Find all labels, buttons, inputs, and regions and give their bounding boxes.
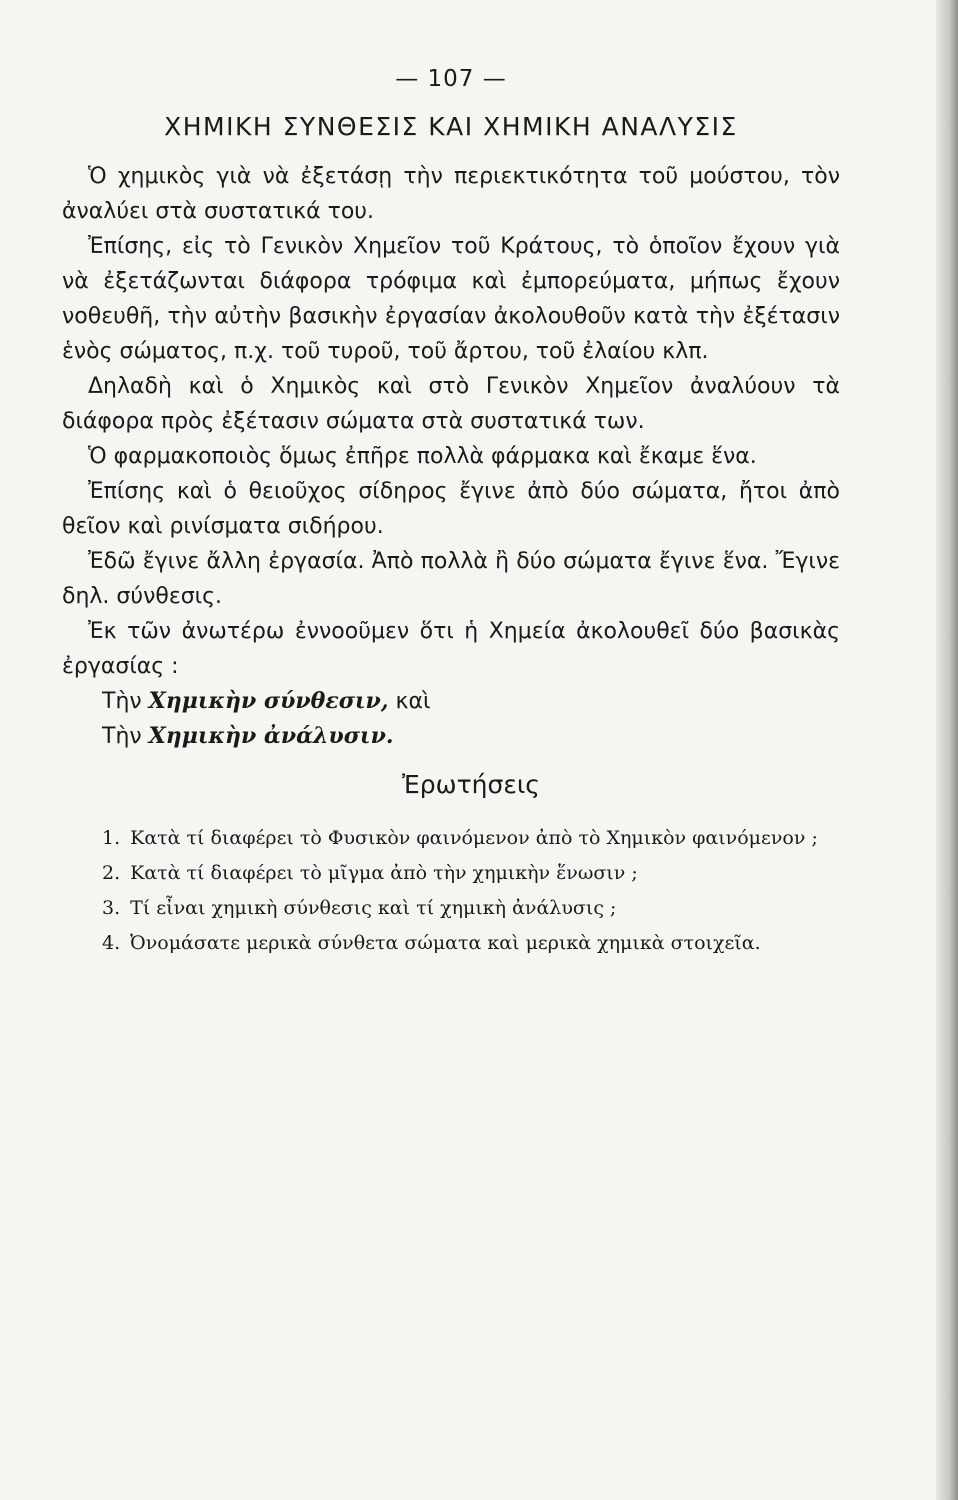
question-number: 1. bbox=[102, 827, 121, 849]
question-text: Ὀνομάσατε μερικὰ σύνθετα σώματα καὶ μερικὰ χημικὰ στοιχεῖα. bbox=[130, 932, 761, 954]
question-number: 4. bbox=[102, 932, 121, 954]
section-heading: ΧΗΜΙΚΗ ΣΥΝΘΕΣΙΣ ΚΑΙ ΧΗΜΙΚΗ ΑΝΑΛΥΣΙΣ bbox=[164, 112, 738, 141]
emphasis-suffix: καὶ bbox=[395, 689, 431, 714]
question-item bbox=[62, 856, 840, 891]
question-text: Κατὰ τί διαφέρει τὸ Φυσικὸν φαινόμενον ἀπὸ τὸ Χημικὸν φαινόμενον ; bbox=[130, 827, 818, 849]
paragraph: Ἐπίσης, εἰς τὸ Γενικὸν Χημεῖον τοῦ Κράτους, τὸ ὁποῖον ἔχουν γιὰ νὰ ἐξετάζωνται διάφορα τρόφιμα καὶ ἐμπορεύματα, μήπως ἔχουν νοθευθῆ, τὴν αὐτὴν βασικὴν ἐργασίαν ἀκολουθοῦν κατὰ τὴν ἐξέτασιν ἑνὸς σώματος, π.χ. τοῦ τυροῦ, τοῦ ἄρτου, τοῦ ἐλαίου κλπ. bbox=[62, 234, 840, 364]
emphasis-line-analysis bbox=[62, 719, 840, 754]
paragraph: Ἐδῶ ἔγινε ἄλλη ἐργασία. Ἀπὸ πολλὰ ἢ δύο σώματα ἔγινε ἕνα. Ἔγινε δηλ. σύνθεσις. bbox=[62, 549, 840, 609]
question-text: Κατὰ τί διαφέρει τὸ μῖγμα ἀπὸ τὴν χημικὴν ἕνωσιν ; bbox=[130, 862, 638, 884]
emphasis-term: Χημικὴν σύνθεσιν, bbox=[148, 688, 389, 714]
paragraph: Δηλαδὴ καὶ ὁ Χημικὸς καὶ στὸ Γενικὸν Χημεῖον ἀναλύουν τὰ διάφορα πρὸς ἐξέτασιν σώματα στὰ συστατικά των. bbox=[62, 374, 840, 434]
book-page bbox=[62, 66, 840, 961]
emphasis-prefix: Τὴν bbox=[102, 724, 142, 749]
question-item bbox=[62, 891, 840, 926]
paragraph: Ἐπίσης καὶ ὁ θειοῦχος σίδηρος ἔγινε ἀπὸ δύο σώματα, ἤτοι ἀπὸ θεῖον καὶ ρινίσματα σιδήρου. bbox=[62, 479, 840, 539]
emphasis-prefix: Τὴν bbox=[102, 689, 142, 714]
paragraph: Ὁ φαρμακοποιὸς ὅμως ἐπῆρε πολλὰ φάρμακα καὶ ἔκαμε ἕνα. bbox=[88, 444, 757, 469]
page-number: — 107 — bbox=[395, 66, 507, 92]
paragraph: Ὁ χημικὸς γιὰ νὰ ἐξετάσῃ τὴν περιεκτικότητα τοῦ μούστου, τὸν ἀναλύει στὰ συστατικά του. bbox=[62, 164, 840, 224]
question-item bbox=[62, 926, 840, 961]
paragraph: Ἐκ τῶν ἀνωτέρω ἐννοοῦμεν ὅτι ἡ Χημεία ἀκολουθεῖ δύο βασικὰς ἐργασίας : bbox=[62, 619, 840, 679]
page-edge-shadow bbox=[936, 0, 958, 1500]
questions-list bbox=[62, 821, 840, 961]
question-number: 3. bbox=[102, 897, 121, 919]
questions-title: Ἐρωτήσεις bbox=[402, 770, 540, 799]
emphasis-line-synthesis bbox=[62, 684, 840, 719]
question-number: 2. bbox=[102, 862, 121, 884]
question-text: Τί εἶναι χημικὴ σύνθεσις καὶ τί χημικὴ ἀνάλυσις ; bbox=[130, 897, 617, 919]
emphasis-term: Χημικὴν ἀνάλυσιν. bbox=[148, 723, 394, 749]
question-item bbox=[62, 821, 840, 856]
